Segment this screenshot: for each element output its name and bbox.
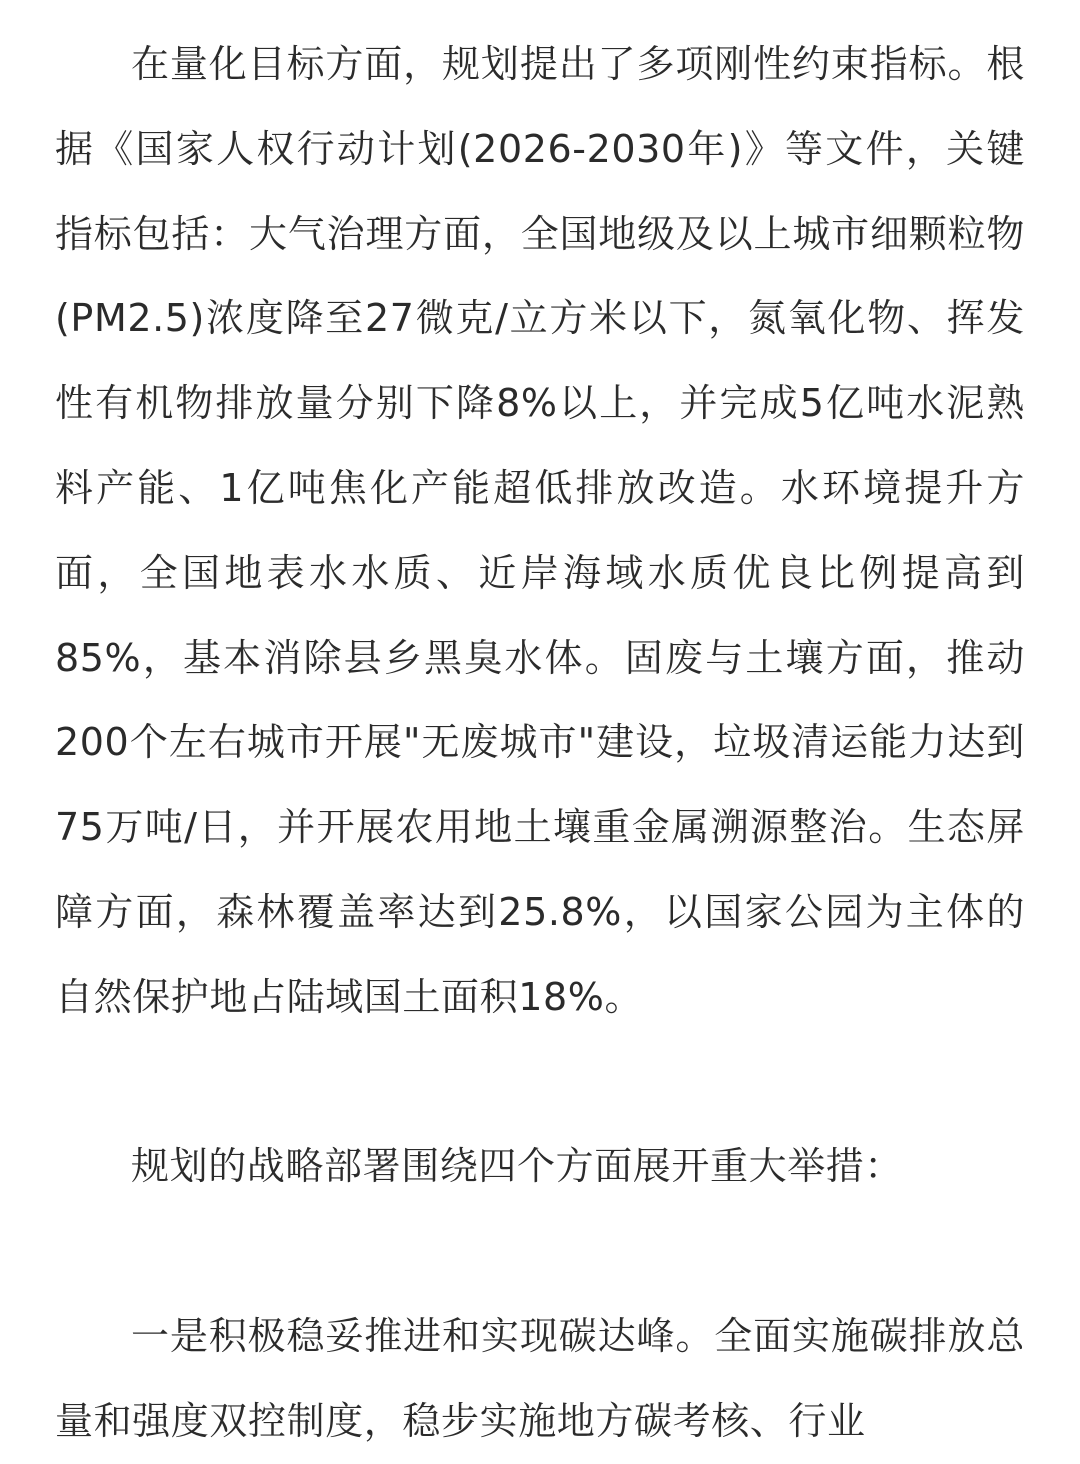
paragraph-carbon-peak: 一是积极稳妥推进和实现碳达峰。全面实施碳排放总量和强度双控制度，稳步实施地方碳考核、行业	[55, 1313, 1025, 1443]
paragraph-strategic-deployment: 规划的战略部署围绕四个方面展开重大举措：	[131, 1144, 904, 1189]
article-body	[55, 22, 1025, 1464]
paragraph-quantitative-targets: 在量化目标方面，规划提出了多项刚性约束指标。根据《国家人权行动计划(2026-2030年)》等文件，关键指标包括：大气治理方面，全国地级及以上城市细颗粒物(PM2.5)浓度降至27微克/立方米以下，氮氧化物、挥发性有机物排放量分别下降8%以上，并完成5亿吨水泥熟料产能、1亿吨焦化产能超低排放改造。水环境提升方面，全国地表水水质、近岸海域水质优良比例提高到85%，基本消除县乡黑臭水体。固废与土壤方面，推动200个左右城市开展"无废城市"建设，垃圾清运能力达到75万吨/日，并开展农用地土壤重金属溯源整治。生态屏障方面，森林覆盖率达到25.8%，以国家公园为主体的自然保护地占陆域国土面积18%。	[55, 42, 1025, 1019]
